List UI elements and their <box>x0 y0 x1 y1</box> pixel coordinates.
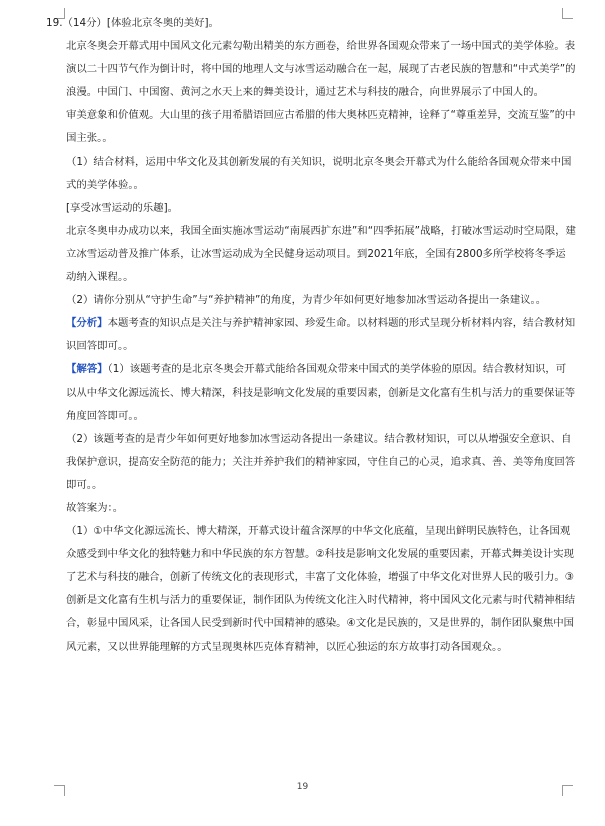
section-heading-ice-snow: [享受冰雪运动的乐趣]。 <box>66 201 179 214</box>
answer-label: 【解答】 <box>66 363 108 376</box>
sub-question-1: （1）结合材料，运用中华文化及其创新发展的有关知识，说明北京冬奥会开幕式为什么能给各国观众带来中国式的美学体验。。 <box>66 155 572 191</box>
material-paragraph-2: 审美意象和价值观。大山里的孩子用希腊语回应古希腊的伟大奥林匹克精神，诠释了“尊重差异，交流互鉴”的中国主张。。 <box>66 109 576 145</box>
question-heading: 19.（14分）[体验北京冬奥的美好]。 <box>46 17 219 29</box>
material-paragraph-1: 北京冬奥会开幕式用中国风文化元素勾勒出精美的东方画卷，给世界各国观众带来了一场中国式的美学体验。表演以二十四节气作为倒计时，将中国的地理人文与冰雪运动融合在一起，展现了古老民族的智慧和“中式美学”的浪漫。中国门、中国窗、黄河之水天上来的舞美设计，通过艺术与科技的融合，向世界展示了中国人的。 <box>66 40 576 99</box>
analysis-label: 【分析】 <box>66 317 108 330</box>
material-paragraph-3: 北京冬奥申办成功以来，我国全面实施冰雪运动“南展西扩东进”和“四季拓展”战略，打破冰雪运动时空局限，建立冰雪运动普及推广体系，让冰雪运动成为全民健身运动项目。到2021年底，全国有2800多所学校将冬季运动纳入课程。。 <box>66 224 576 284</box>
answer-paragraph-final: （1）①中华文化源远流长、博大精深，开幕式设计蕴含深厚的中华文化底蕴，呈现出鲜明民族特色，让各国观众感受到中华文化的独特魅力和中华民族的东方智慧。②科技是影响文化发展的重要因素，开幕式舞美设计实现了艺术与科技的融合，创新了传统文化的表现形式，丰富了文化体验，增强了中华文化对世界人民的吸引力。③创新是文化富有生机与活力的重要保证，制作团队为传统文化注入时代精神，将中国风文化元素与时代精神相结合，彰显中国风采，让各国人民受到新时代中国精神的感染。④文化是民族的，又是世界的，制作团队聚焦中国风元素，又以世界能理解的方式呈现奥林匹克体育精神，以匠心独运的东方故事打动各国观众。。 <box>66 525 576 653</box>
page-number: 19 <box>296 782 309 792</box>
answer-block <box>66 358 576 427</box>
answer-paragraph-2: （2）该题考查的是青少年如何更好地参加冰雪运动各提出一条建议。结合教材知识，可以从增强安全意识、自我保护意识，提高安全防范的能力；关注并养护我们的精神家园，守住自己的心灵，追求真、善、美等角度回答即可。。 <box>66 432 576 491</box>
analysis-text: 本题考查的知识点是关注与养护精神家园、珍爱生命。以材料题的形式呈现分析材料内容，结合教材知识回答即可。。 <box>66 317 576 353</box>
document-body <box>46 12 576 659</box>
analysis-block <box>66 312 576 358</box>
answer-conclusion-label: 故答案为：。 <box>66 501 124 514</box>
sub-question-2: （2）请你分别从“守护生命”与“养护精神”的角度，为青少年如何更好地参加冰雪运动各提出一条建议。。 <box>66 294 547 307</box>
answer-paragraph-1: （1）该题考查的是北京冬奥会开幕式能给各国观众带来中国式的美学体验的原因。结合教材知识，可以从中华文化源远流长、博大精深，科技是影响文化发展的重要因素，创新是文化富有生机与活力的重要保证等角度回答即可。。 <box>66 363 576 422</box>
